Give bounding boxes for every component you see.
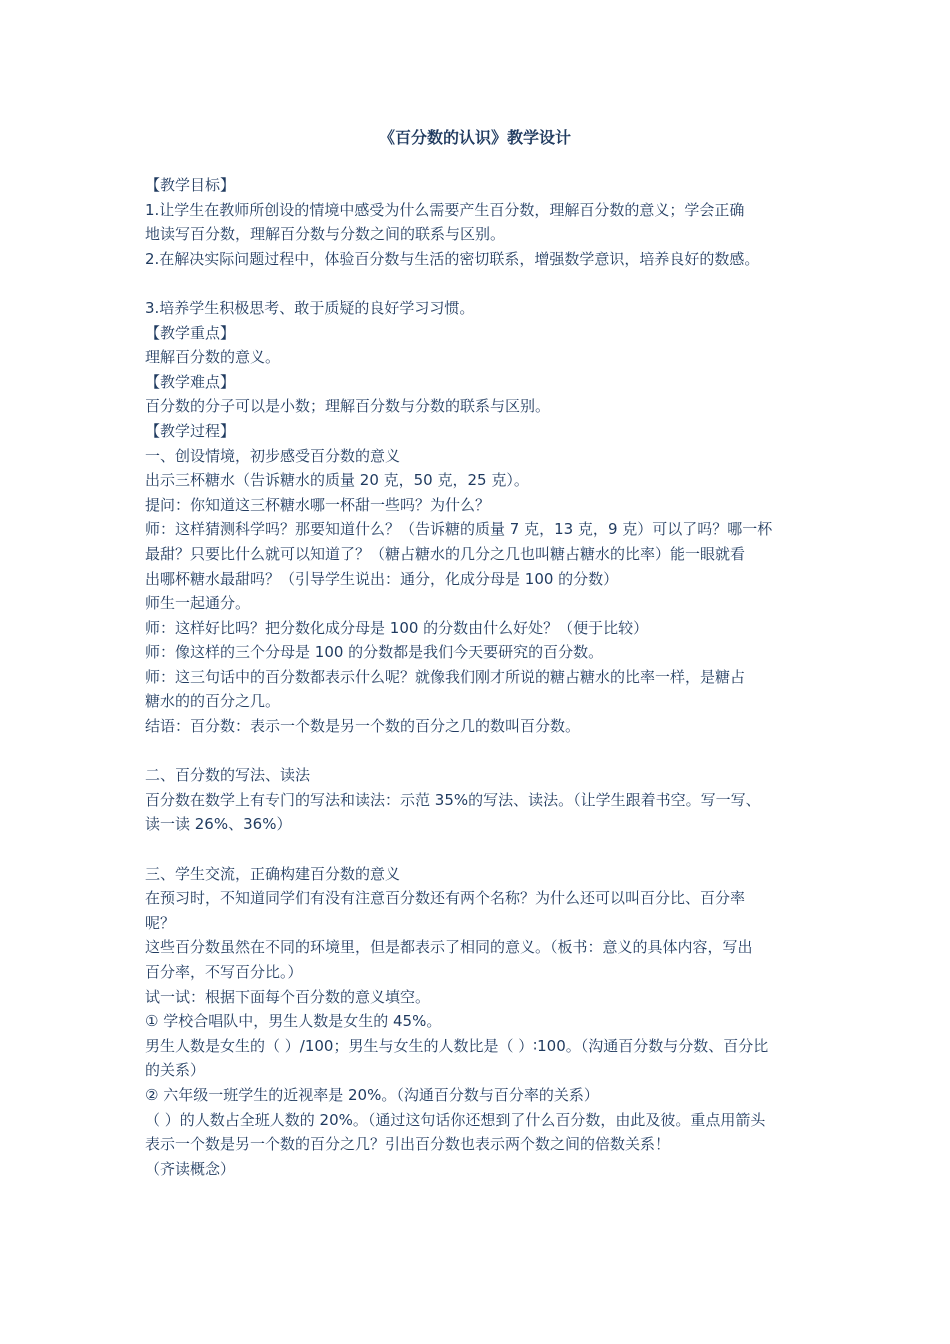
text-line: 呢？ (145, 913, 176, 932)
text-line: （齐读概念） (145, 1159, 236, 1178)
text-line: 【教学重点】 (145, 323, 236, 342)
text-line: 百分率，不写百分比。） (145, 963, 303, 981)
document-body (145, 173, 810, 1181)
text-line: ① 学校合唱队中，男生人数是女生的 45%。 (145, 1012, 442, 1031)
text-line: 三、学生交流，正确构建百分数的意义 (145, 864, 401, 883)
text-line: 最甜？只要比什么就可以知道了？（糖占糖水的几分之几也叫糖占糖水的比率）能一眼就看 (145, 544, 746, 563)
blank-line (145, 739, 810, 764)
text-line: 地读写百分数，理解百分数与分数之间的联系与区别。 (145, 225, 506, 244)
text-line: 3.培养学生积极思考、敢于质疑的良好学习习惯。 (145, 298, 475, 317)
text-line: 师生一起通分。 (145, 594, 251, 613)
text-line: 表示一个数是另一个数的百分之几？引出百分数也表示两个数之间的倍数关系！ (145, 1135, 671, 1154)
text-line: 理解百分数的意义。 (145, 348, 281, 367)
text-line: ② 六年级一班学生的近视率是 20%。（沟通百分数与百分率的关系） (145, 1085, 599, 1104)
text-line: 【教学目标】 (145, 176, 236, 194)
text-line: 在预习时，不知道同学们有没有注意百分数还有两个名称？为什么还可以叫百分比、百分率 (145, 889, 746, 908)
blank-line (145, 271, 810, 296)
text-line: 提问：你知道这三杯糖水哪一杯甜一些吗？为什么？ (145, 495, 491, 514)
text-line: 男生人数是女生的（ ）/100；男生与女生的人数比是（ ）∶100。（沟通百分数与分数、百分比 (145, 1036, 769, 1055)
text-line: 百分数在数学上有专门的写法和读法：示范 35%的写法、读法。（让学生跟着书空。写一写、 (145, 790, 761, 809)
text-line: 【教学过程】 (145, 421, 236, 440)
blank-line (145, 837, 810, 862)
text-line: 师：这三句话中的百分数都表示什么呢？就像我们刚才所说的糖占糖水的比率一样，是糖占 (145, 667, 746, 686)
text-line: 结语：百分数：表示一个数是另一个数的百分之几的数叫百分数。 (145, 717, 581, 736)
text-line: 一、创设情境，初步感受百分数的意义 (145, 446, 401, 465)
text-line: 读一读 26%、36%） (145, 815, 292, 834)
text-line: 这些百分数虽然在不同的环境里，但是都表示了相同的意义。（板书：意义的具体内容，写出 (145, 938, 753, 957)
text-line: 出示三杯糖水（告诉糖水的质量 20 克，50 克，25 克）。 (145, 471, 529, 490)
document-title: 《百分数的认识》教学设计 (378, 128, 571, 147)
text-line: 出哪杯糖水最甜吗？（引导学生说出：通分，化成分母是 100 的分数） (145, 569, 619, 588)
text-line: 二、百分数的写法、读法 (145, 766, 311, 785)
text-line: 试一试：根据下面每个百分数的意义填空。 (145, 987, 431, 1006)
text-line: （ ）的人数占全班人数的 20%。（通过这句话你还想到了什么百分数，由此及彼。重点用箭头 (145, 1110, 766, 1129)
text-line: 百分数的分子可以是小数；理解百分数与分数的联系与区别。 (145, 397, 551, 416)
text-line: 【教学难点】 (145, 372, 236, 391)
text-line: 的关系） (145, 1061, 206, 1080)
text-line: 师：这样好比吗？把分数化成分母是 100 的分数由什么好处？（便于比较） (145, 618, 649, 637)
text-line: 师：这样猜测科学吗？那要知道什么？（告诉糖的质量 7 克，13 克，9 克）可以了吗？哪一杯 (145, 520, 773, 539)
text-line: 1.让学生在教师所创设的情境中感受为什么需要产生百分数，理解百分数的意义；学会正确 (145, 200, 745, 219)
text-line: 糖水的的百分之几。 (145, 692, 281, 711)
text-line: 师：像这样的三个分母是 100 的分数都是我们今天要研究的百分数。 (145, 643, 604, 662)
text-line: 2.在解决实际问题过程中，体验百分数与生活的密切联系，增强数学意识，培养良好的数感。 (145, 249, 760, 268)
